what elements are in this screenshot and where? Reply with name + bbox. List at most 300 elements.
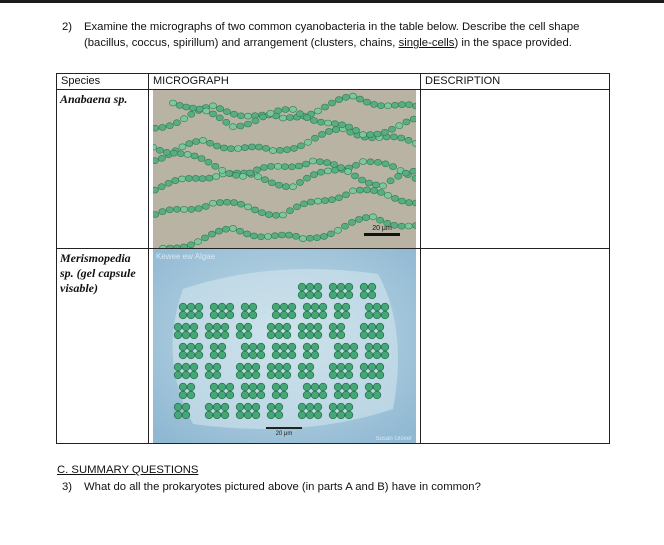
merismopedia-cell	[319, 391, 327, 399]
anabaena-cell	[220, 145, 227, 151]
merismopedia-cell	[298, 411, 306, 419]
merismopedia-cell	[360, 291, 368, 299]
anabaena-cell	[205, 159, 212, 165]
merismopedia-cell	[205, 323, 213, 331]
merismopedia-cell	[306, 363, 314, 371]
anabaena-cell	[250, 233, 257, 239]
merismopedia-cell	[252, 411, 260, 419]
merismopedia-cell	[368, 291, 376, 299]
merismopedia-cell	[205, 403, 213, 411]
merismopedia-cell	[376, 323, 384, 331]
anabaena-cell	[179, 144, 186, 150]
merismopedia-cell	[298, 323, 306, 331]
merismopedia-cell	[252, 371, 260, 379]
merismopedia-micrograph	[153, 249, 416, 443]
anabaena-cell	[355, 216, 362, 222]
anabaena-cell	[213, 143, 220, 149]
merismopedia-cell	[257, 391, 265, 399]
question-2-text-part: Examine the micrographs of two common cyanobacteria in the table below. Describe the cell shape (bacillus, coccus, spirillum) and arrangement (clusters, chains,	[84, 21, 580, 49]
anabaena-cell	[252, 118, 259, 124]
species-name-anabaena: Anabaena sp.	[57, 90, 149, 249]
anabaena-cell	[391, 195, 398, 201]
question-2	[62, 19, 622, 51]
anabaena-cell	[271, 233, 278, 239]
merismopedia-cell	[272, 343, 280, 351]
merismopedia-cell	[205, 363, 213, 371]
anabaena-cell	[381, 129, 388, 135]
merismopedia-cell	[190, 363, 198, 371]
merismopedia-cell	[381, 343, 389, 351]
merismopedia-cell	[311, 383, 319, 391]
merismopedia-cell	[314, 403, 322, 411]
merismopedia-cell	[373, 391, 381, 399]
anabaena-cell	[403, 119, 410, 125]
anabaena-cell	[216, 200, 223, 206]
merismopedia-cell	[303, 351, 311, 359]
merismopedia-cell	[275, 371, 283, 379]
anabaena-cell	[379, 183, 386, 189]
anabaena-cell	[377, 103, 384, 109]
merismopedia-cell	[342, 383, 350, 391]
anabaena-cell	[163, 149, 170, 155]
merismopedia-cell	[381, 303, 389, 311]
merismopedia-cell	[381, 311, 389, 319]
anabaena-cell	[412, 200, 416, 206]
anabaena-cell	[372, 182, 379, 188]
merismopedia-cell	[213, 411, 221, 419]
anabaena-cell	[405, 200, 412, 206]
merismopedia-cell	[350, 391, 358, 399]
merismopedia-cell	[179, 343, 187, 351]
merismopedia-cell	[334, 303, 342, 311]
header-description: DESCRIPTION	[421, 74, 610, 90]
merismopedia-cell	[298, 331, 306, 339]
anabaena-cell	[248, 144, 255, 150]
anabaena-cell	[335, 195, 342, 201]
merismopedia-cell	[314, 291, 322, 299]
anabaena-cell	[342, 94, 349, 100]
anabaena-cell	[222, 226, 229, 232]
merismopedia-cell	[376, 371, 384, 379]
merismopedia-cell	[311, 303, 319, 311]
anabaena-cell	[278, 232, 285, 238]
merismopedia-cell	[275, 331, 283, 339]
merismopedia-cell	[298, 403, 306, 411]
merismopedia-cell	[334, 311, 342, 319]
anabaena-cell	[237, 201, 244, 207]
merismopedia-cell	[236, 371, 244, 379]
merismopedia-cell	[329, 403, 337, 411]
merismopedia-cell	[244, 403, 252, 411]
merismopedia-cell	[210, 343, 218, 351]
merismopedia-cell	[190, 371, 198, 379]
anabaena-cell	[244, 113, 251, 119]
anabaena-cell	[212, 163, 219, 169]
merismopedia-cell	[365, 343, 373, 351]
merismopedia-cell	[337, 411, 345, 419]
merismopedia-cell	[283, 371, 291, 379]
merismopedia-cell	[288, 351, 296, 359]
anabaena-cell	[189, 105, 196, 111]
anabaena-cell	[230, 111, 237, 117]
anabaena-cell	[187, 242, 194, 248]
anabaena-cell	[342, 192, 349, 198]
merismopedia-cell	[342, 391, 350, 399]
anabaena-cell	[402, 170, 409, 176]
merismopedia-cell	[337, 371, 345, 379]
anabaena-cell	[173, 206, 180, 212]
anabaena-cell	[290, 145, 297, 151]
merismopedia-cell	[174, 411, 182, 419]
anabaena-cell	[282, 184, 289, 190]
merismopedia-cell	[368, 363, 376, 371]
anabaena-cell	[226, 170, 233, 176]
merismopedia-cell	[283, 331, 291, 339]
anabaena-cell	[262, 145, 269, 151]
anabaena-cell	[334, 227, 341, 233]
anabaena-cell	[348, 219, 355, 225]
merismopedia-cell	[329, 331, 337, 339]
anabaena-cell	[310, 172, 317, 178]
merismopedia-cell	[221, 323, 229, 331]
merismopedia-cell	[298, 363, 306, 371]
merismopedia-cell	[368, 323, 376, 331]
anabaena-cell	[412, 223, 416, 229]
merismopedia-cell	[249, 351, 257, 359]
anabaena-cell	[258, 210, 265, 216]
anabaena-cell	[209, 111, 216, 117]
anabaena-cell	[398, 198, 405, 204]
merismopedia-cell	[306, 291, 314, 299]
merismopedia-cell	[174, 331, 182, 339]
anabaena-cell	[324, 168, 331, 174]
anabaena-cell	[181, 116, 188, 122]
merismopedia-cell	[244, 411, 252, 419]
anabaena-cell	[268, 180, 275, 186]
merismopedia-cell	[365, 303, 373, 311]
merismopedia-cell	[360, 283, 368, 291]
merismopedia-cell	[360, 363, 368, 371]
merismopedia-cell	[314, 323, 322, 331]
merismopedia-cell	[226, 383, 234, 391]
merismopedia-cell	[373, 351, 381, 359]
anabaena-cell	[181, 206, 188, 212]
merismopedia-cell	[244, 371, 252, 379]
anabaena-cell	[227, 146, 234, 152]
question-2-text-end: ) in the space provided.	[454, 37, 572, 49]
merismopedia-cell	[373, 383, 381, 391]
merismopedia-cell	[306, 331, 314, 339]
anabaena-cell	[239, 173, 246, 179]
merismopedia-cell	[187, 391, 195, 399]
anabaena-cell	[188, 111, 195, 117]
anabaena-cell	[206, 140, 213, 146]
anabaena-cell	[261, 177, 268, 183]
merismopedia-cell	[280, 343, 288, 351]
anabaena-cell	[173, 120, 180, 126]
anabaena-cell	[237, 123, 244, 129]
merismopedia-cell	[303, 391, 311, 399]
merismopedia-cell	[244, 323, 252, 331]
anabaena-cell	[337, 165, 344, 171]
anabaena-cell	[267, 110, 274, 116]
question-3	[62, 481, 481, 493]
merismopedia-cell	[360, 331, 368, 339]
anabaena-cell	[296, 179, 303, 185]
anabaena-cell	[370, 101, 377, 107]
anabaena-cell	[324, 120, 331, 126]
merismopedia-cell	[174, 323, 182, 331]
merismopedia-cell	[334, 383, 342, 391]
merismopedia-cell	[311, 351, 319, 359]
merismopedia-cell	[283, 323, 291, 331]
anabaena-cell	[279, 212, 286, 218]
anabaena-cell	[216, 106, 223, 112]
anabaena-cell	[206, 175, 213, 181]
merismopedia-cell	[241, 383, 249, 391]
anabaena-cell	[356, 187, 363, 193]
anabaena-cell	[170, 150, 177, 156]
anabaena-cell	[153, 144, 157, 150]
merismopedia-cell	[350, 383, 358, 391]
merismopedia-cell	[298, 371, 306, 379]
anabaena-cell	[257, 234, 264, 240]
anabaena-cell	[183, 104, 190, 110]
merismopedia-cell	[306, 371, 314, 379]
anabaena-cell	[297, 143, 304, 149]
anabaena-cell	[243, 231, 250, 237]
anabaena-cell	[199, 137, 206, 143]
merismopedia-cell	[303, 383, 311, 391]
anabaena-cell	[341, 223, 348, 229]
anabaena-cell	[165, 180, 172, 186]
table-row-merismopedia	[57, 249, 610, 444]
anabaena-cell	[317, 169, 324, 175]
anabaena-cell	[213, 174, 220, 180]
merismopedia-cell	[345, 371, 353, 379]
micrograph-cell-merismopedia	[149, 249, 421, 444]
anabaena-cell	[302, 161, 309, 167]
anabaena-cell	[216, 115, 223, 121]
merismopedia-cell	[368, 283, 376, 291]
merismopedia-cell	[179, 391, 187, 399]
anabaena-cell	[166, 123, 173, 129]
anabaena-cell	[265, 212, 272, 218]
anabaena-cell	[352, 162, 359, 168]
merismopedia-cell	[303, 311, 311, 319]
merismopedia-cell	[342, 343, 350, 351]
anabaena-cell	[199, 176, 206, 182]
anabaena-cell	[314, 108, 321, 114]
merismopedia-cell	[303, 343, 311, 351]
anabaena-cell	[300, 201, 307, 207]
anabaena-cell	[180, 244, 187, 248]
anabaena-cell	[203, 108, 210, 114]
anabaena-cell	[396, 123, 403, 129]
species-name-merismopedia: Merismopedia sp. (gel capsule visable)	[57, 249, 149, 444]
merismopedia-cell	[306, 411, 314, 419]
anabaena-cell	[153, 125, 159, 131]
anabaena-cell	[289, 184, 296, 190]
anabaena-cell	[237, 113, 244, 119]
anabaena-cell	[244, 204, 251, 210]
anabaena-cell	[309, 158, 316, 164]
merismopedia-cell	[314, 331, 322, 339]
anabaena-cell	[321, 104, 328, 110]
merismopedia-scale-label: 20 μm	[275, 431, 293, 437]
anabaena-cell	[321, 198, 328, 204]
merismopedia-cell	[345, 411, 353, 419]
merismopedia-cell	[360, 371, 368, 379]
merismopedia-cell	[280, 311, 288, 319]
merismopedia-cell	[337, 403, 345, 411]
anabaena-cell	[153, 187, 158, 193]
merismopedia-cell	[342, 311, 350, 319]
merismopedia-cell	[306, 283, 314, 291]
merismopedia-cell	[329, 283, 337, 291]
anabaena-cell	[186, 141, 193, 147]
merismopedia-cell	[182, 363, 190, 371]
merismopedia-cell	[179, 303, 187, 311]
anabaena-cell	[345, 124, 352, 130]
merismopedia-cell	[337, 283, 345, 291]
merismopedia-cell	[179, 311, 187, 319]
anabaena-cell	[260, 165, 267, 171]
merismopedia-cell	[272, 351, 280, 359]
photo-credit: Susan Glover	[375, 436, 412, 442]
anabaena-cell	[246, 170, 253, 176]
description-cell-merismopedia[interactable]	[421, 249, 610, 444]
merismopedia-cell	[210, 391, 218, 399]
anabaena-cell	[374, 131, 381, 137]
anabaena-cell	[234, 146, 241, 152]
anabaena-cell	[253, 167, 260, 173]
merismopedia-cell	[319, 303, 327, 311]
merismopedia-cell	[174, 363, 182, 371]
anabaena-cell	[389, 164, 396, 170]
merismopedia-cell	[345, 283, 353, 291]
anabaena-cell	[359, 132, 366, 138]
anabaena-cell	[223, 199, 230, 205]
anabaena-cell	[184, 151, 191, 157]
description-cell-anabaena[interactable]	[421, 90, 610, 249]
anabaena-cell	[335, 97, 342, 103]
merismopedia-cell	[257, 343, 265, 351]
anabaena-cell	[377, 190, 384, 196]
anabaena-cell	[314, 198, 321, 204]
merismopedia-cell	[319, 311, 327, 319]
anabaena-cell	[349, 93, 356, 99]
micrograph-watermark: Kewee ew Algae	[156, 252, 216, 261]
merismopedia-cell	[298, 291, 306, 299]
merismopedia-cell	[210, 303, 218, 311]
page-top-border	[0, 0, 664, 3]
merismopedia-cell	[288, 311, 296, 319]
merismopedia-cell	[368, 331, 376, 339]
anabaena-cell	[320, 233, 327, 239]
merismopedia-cell	[275, 363, 283, 371]
anabaena-cell	[327, 231, 334, 237]
merismopedia-cell	[311, 343, 319, 351]
anabaena-cell	[255, 144, 262, 150]
merismopedia-cell	[221, 403, 229, 411]
anabaena-cell	[276, 147, 283, 153]
anabaena-cell	[358, 177, 365, 183]
anabaena-cell	[209, 200, 216, 206]
merismopedia-cell	[236, 411, 244, 419]
merismopedia-cell	[368, 371, 376, 379]
anabaena-cell	[352, 127, 359, 133]
anabaena-cell	[311, 135, 318, 141]
anabaena-cell	[405, 223, 412, 229]
merismopedia-cell	[187, 303, 195, 311]
table-row-anabaena	[57, 90, 610, 249]
anabaena-cell	[209, 103, 216, 109]
cyanobacteria-table	[56, 73, 610, 444]
merismopedia-cell	[314, 411, 322, 419]
merismopedia-cell	[275, 411, 283, 419]
header-species: Species	[57, 74, 149, 90]
merismopedia-cell	[376, 331, 384, 339]
merismopedia-cell	[337, 323, 345, 331]
anabaena-cell	[172, 178, 179, 184]
merismopedia-cell	[267, 363, 275, 371]
anabaena-cell	[359, 159, 366, 165]
merismopedia-cell	[350, 343, 358, 351]
anabaena-cell	[316, 159, 323, 165]
merismopedia-cell	[329, 411, 337, 419]
anabaena-cell	[412, 175, 416, 181]
anabaena-cell	[208, 231, 215, 237]
merismopedia-cell	[319, 383, 327, 391]
anabaena-cell	[251, 207, 258, 213]
merismopedia-cell	[306, 403, 314, 411]
anabaena-cell	[295, 163, 302, 169]
merismopedia-cell	[249, 303, 257, 311]
anabaena-cell	[267, 163, 274, 169]
micrograph-cell-anabaena	[149, 90, 421, 249]
merismopedia-cell	[187, 343, 195, 351]
merismopedia-cell	[345, 291, 353, 299]
merismopedia-cell	[267, 371, 275, 379]
anabaena-cell	[325, 128, 332, 134]
anabaena-cell	[313, 235, 320, 241]
anabaena-cell	[331, 121, 338, 127]
merismopedia-cell	[280, 303, 288, 311]
merismopedia-cell	[241, 343, 249, 351]
merismopedia-cell	[342, 351, 350, 359]
anabaena-cell	[374, 159, 381, 165]
merismopedia-cell	[190, 331, 198, 339]
merismopedia-cell	[195, 343, 203, 351]
merismopedia-cell	[187, 311, 195, 319]
merismopedia-cell	[288, 343, 296, 351]
question-2-number: 2)	[62, 21, 73, 33]
header-micrograph: MICROGRAPH	[149, 74, 421, 90]
merismopedia-cell	[267, 403, 275, 411]
merismopedia-cell	[174, 371, 182, 379]
merismopedia-cell	[329, 291, 337, 299]
merismopedia-cell	[241, 311, 249, 319]
merismopedia-cell	[226, 391, 234, 399]
anabaena-cell	[153, 212, 159, 218]
anabaena-cell	[377, 217, 384, 223]
anabaena-cell	[177, 151, 184, 157]
merismopedia-cell	[179, 383, 187, 391]
merismopedia-cell	[311, 391, 319, 399]
merismopedia-cell	[283, 363, 291, 371]
anabaena-cell	[405, 102, 412, 108]
